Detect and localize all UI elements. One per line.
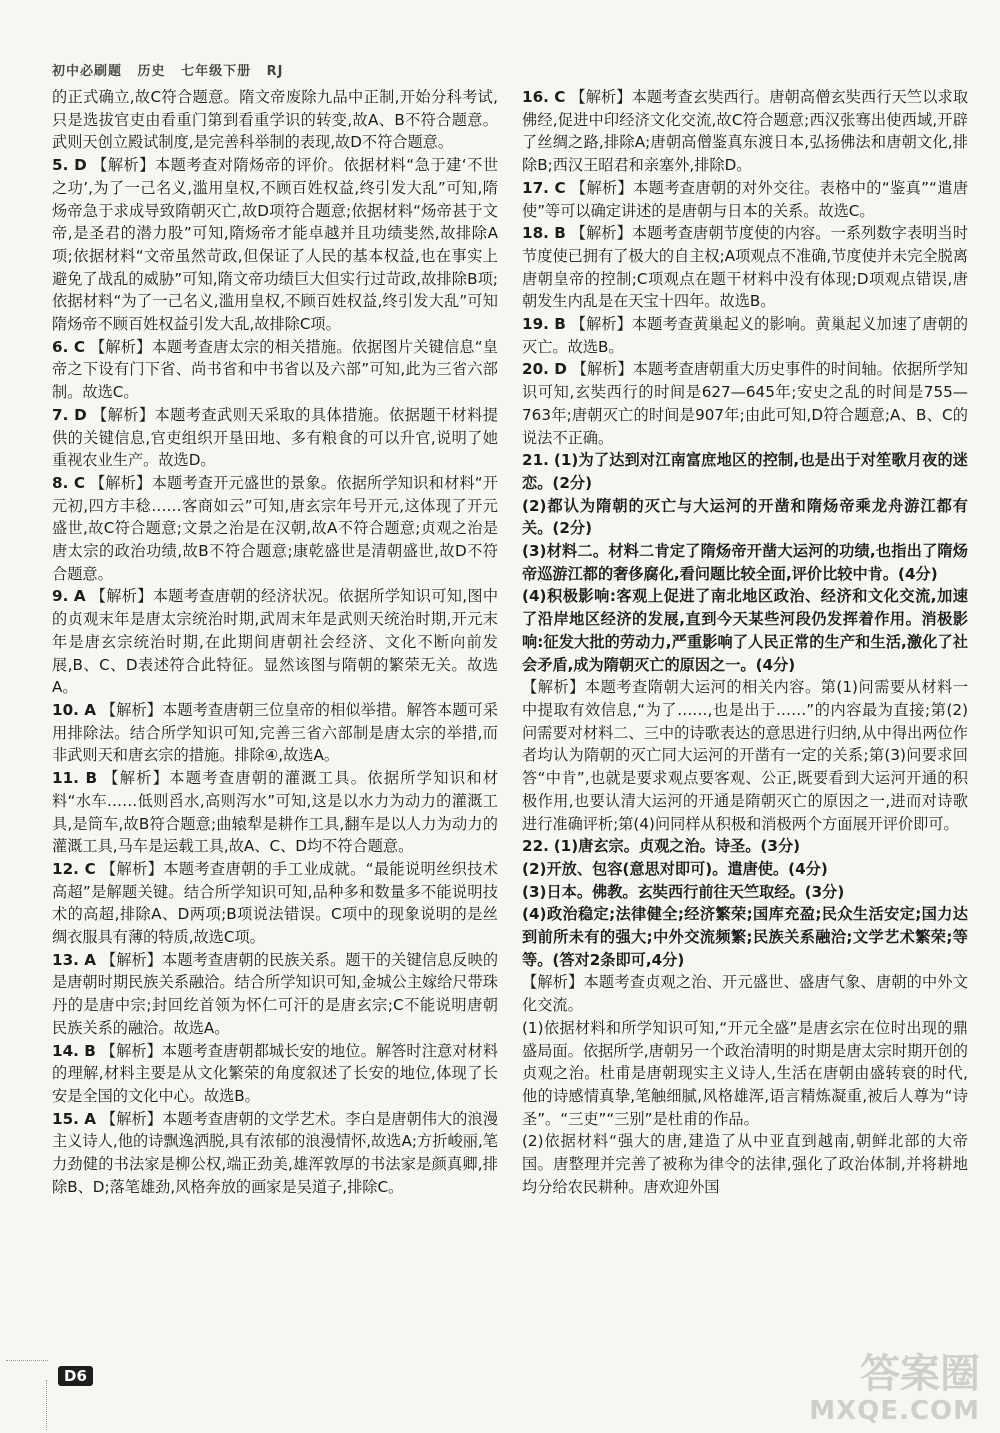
- answer-text: (4)政治稳定;法律健全;经济繁荣;国库充盈;民众生活安定;国力达到前所未有的强大;中外交流频繁;民族关系融洽;文学艺术繁荣;等等。(答对2条即可,4分): [522, 905, 968, 969]
- page-number: D6: [58, 1366, 93, 1386]
- answer-item: [52, 472, 498, 586]
- header-grade: 七年级下册: [181, 64, 252, 79]
- answer-item: [52, 767, 498, 858]
- answer-item: [52, 949, 498, 1040]
- answer-item: [522, 835, 968, 858]
- answer-item: [522, 585, 968, 676]
- right-answer-column: [522, 86, 968, 1198]
- question-number: 5. D: [52, 156, 87, 175]
- answer-item: [52, 336, 498, 404]
- question-number: 22.: [522, 837, 549, 856]
- answer-item: [52, 404, 498, 472]
- answer-text: (1)依据材料和所学知识可知,“开元全盛”是唐玄宗在位时出现的鼎盛局面。依据所学,唐朝另一个政治清明的时期是唐太宗时期开创的贞观之治。杜甫是唐朝现实主义诗人,生活在唐朝由盛转衰的时代,他的诗感情真挚,笔触细腻,风格雄浑,语言精炼凝重,被后人尊为“诗圣”。“三吏”“三别”是杜甫的作品。: [522, 1018, 968, 1128]
- answer-text: 【解析】本题考查唐朝的经济状况。依据所学知识可知,图中的贞观末年是唐太宗统治时期,武周末年是武则天统治时期,开元末年是唐玄宗统治时期,在此期间唐朝社会经济、文化不断向前发展,B、C、D表述符合此特征。显然该图与隋朝的繁荣无关。故选A。: [52, 587, 499, 697]
- margin-dotted-line-vertical: [46, 1380, 47, 1430]
- answer-text: (2)依据材料“强大的唐,建造了从中亚直到越南,朝鲜北部的大帝国。唐整理并完善了被称为律令的法律,强化了政治体制,并将耕地均分给农民耕种。唐欢迎外国: [522, 1132, 968, 1196]
- answer-text: (4)积极影响:客观上促进了南北地区政治、经济和文化交流,加速了沿岸地区经济的发展,直到今天某些河段仍发挥着作用。消极影响:征发大批的劳动力,严重影响了人民正常的生产和生活,激化了社会矛盾,成为隋朝灭亡的原因之一。(4分): [522, 587, 968, 674]
- answer-item: [52, 154, 498, 336]
- question-number: 18. B: [522, 224, 566, 243]
- question-number: 20. D: [522, 360, 567, 379]
- answer-text: 【解析】本题考查玄奘西行。唐朝高僧玄奘西行天竺以求取佛经,促进中印经济文化交流,故C符合题意;西汉张骞出使西域,开辟了丝绸之路,排除A;唐朝高僧鉴真东渡日本,弘扬佛法和唐朝文化,排除B;西汉王昭君和亲塞外,排除D。: [522, 88, 968, 175]
- answer-item: [522, 86, 968, 177]
- answer-item: [522, 1017, 968, 1131]
- answer-text: 【解析】本题考查武则天采取的具体措施。依据题干材料提供的关键信息,官吏组织开垦田地、多有粮食的可以升官,说明了她重视农业生产。故选D。: [52, 405, 499, 470]
- answer-text: 【解析】本题考查唐朝的民族关系。题干的关键信息反映的是唐朝时期民族关系融洽。结合所学知识可知,金城公主嫁给尺带珠丹的是唐中宗;封回纥首领为怀仁可汗的是唐玄宗;C不能说明唐朝民族关系的融洽。故选A。: [52, 950, 499, 1037]
- header-series: 初中必刷题: [52, 64, 123, 79]
- answer-item: [522, 676, 968, 835]
- answer-text: (3)材料二。材料二肯定了隋炀帝开凿大运河的功绩,也指出了隋炀帝巡游江都的奢侈腐化,看问题比较全面,评价比较中肯。(4分): [522, 542, 968, 583]
- answer-text: (2)都认为隋朝的灭亡与大运河的开凿和隋炀帝乘龙舟游江都有关。(2分): [522, 496, 968, 538]
- header-edition: RJ: [266, 64, 284, 79]
- question-number: 21.: [522, 451, 549, 470]
- question-number: 11. B: [52, 769, 98, 788]
- answer-item: [522, 971, 968, 1016]
- question-number: 8. C: [52, 473, 85, 492]
- question-number: 15. A: [52, 1109, 97, 1128]
- header-subject: 历史: [137, 64, 166, 79]
- answer-text: 【解析】本题考查隋朝大运河的相关内容。第(1)问需要从材料一中提取有效信息,“为了……,也是出于……”的内容最为直接;第(2)问需要对材料二、三中的诗歌表达的意思进行归纳,从中得出两位作者均认为隋朝的灭亡同大运河的开凿有一定的关系;第(3)问要求回答“中肯”,也就是要求观点要客观、公正,既要看到大运河开通的积极作用,也要认清大运河的开通是隋朝灭亡的原因之一,进而对诗歌进行准确评析;第(4)问同样从积极和消极两个方面展开评价即可。: [522, 678, 968, 833]
- answer-text: 【解析】本题考查贞观之治、开元盛世、盛唐气象、唐朝的中外文化交流。: [522, 973, 968, 1015]
- answer-text: 【解析】本题考查唐朝重大历史事件的时间轴。依据所学知识可知,玄奘西行的时间是627—645年;安史之乱的时间是755—763年;唐朝灭亡的时间是907年;由此可知,D符合题意;A、B、C的说法不正确。: [522, 360, 968, 447]
- question-number: 17. C: [522, 178, 566, 197]
- answer-item: [522, 903, 968, 971]
- question-number: 19. B: [522, 315, 566, 334]
- question-number: 13. A: [52, 950, 97, 969]
- answer-item: [52, 858, 498, 949]
- answer-text: 【解析】本题考查唐朝节度使的内容。一系列数字表明当时节度使已拥有了极大的自主权;A项观点不准确,节度使并未完全脱离唐朝皇帝的控制;C项观点在题干材料中没有体现;D项观点错误,唐朝发生内乱是在天宝十四年。故选B。: [522, 224, 969, 311]
- answer-text: (1)为了达到对江南富庶地区的控制,也是出于对笙歌月夜的迷恋。(2分): [522, 451, 968, 492]
- left-answer-column: [52, 86, 498, 1198]
- answer-item: [52, 1108, 498, 1199]
- question-number: 12. C: [52, 859, 96, 878]
- answer-item: [522, 222, 968, 313]
- answer-text: 【解析】本题考查唐朝的灌溉工具。依据所学知识和材料“水车……低则舀水,高则泻水”可知,这是以水力为动力的灌溉工具,是筒车,故B符合题意;曲辕犁是耕作工具,翻车是以人力为动力的灌溉工具,马车是运载工具,故A、C、D均不符合题意。: [52, 769, 499, 856]
- answer-text: 【解析】本题考查对隋炀帝的评价。依据材料“急于建‘不世之功’,为了一己名义,滥用皇权,不顾百姓权益,终引发大乱”可知,隋炀帝急于求成导致隋朝灭亡,故D项符合题意;依据材料“炀帝甚于文帝,是圣君的潜力股”可知,隋炀帝才能卓越并且功绩斐然,故排除A项;依据材料“文帝虽然苛政,但保证了人民的基本权益,也在事实上避免了战乱的威胁”可知,隋文帝功绩巨大但实行过苛政,故排除B项;依据材料“为了一己名义,滥用皇权,不顾百姓权益,终引发大乱”可知隋炀帝不顾百姓权益引发大乱,故排除C项。: [52, 156, 499, 334]
- answer-text: 【解析】本题考查唐太宗的相关措施。依据图片关键信息“皇帝之下设有门下省、尚书省和中书省以及六部”可知,此为三省六部制。故选C。: [52, 337, 498, 402]
- answer-text: 【解析】本题考查黄巢起义的影响。黄巢起义加速了唐朝的灭亡。故选B。: [522, 315, 969, 356]
- answer-text: (2)开放、包容(意思对即可)。遣唐使。(4分): [522, 859, 828, 878]
- question-number: 10. A: [52, 700, 97, 719]
- answer-item: [522, 1130, 968, 1198]
- answer-item: [52, 1040, 498, 1108]
- answer-item: [52, 86, 498, 154]
- question-number: 6. C: [52, 337, 85, 356]
- answer-item: [522, 177, 968, 222]
- answer-item: [52, 585, 498, 699]
- question-number: 9. A: [52, 587, 86, 606]
- answer-item: [522, 881, 968, 904]
- question-number: 14. B: [52, 1041, 96, 1060]
- answer-text: 【解析】本题考查唐朝的对外交往。表格中的“鉴真”“遣唐使”等可以确定讲述的是唐朝与日本的关系。故选C。: [522, 178, 969, 220]
- answer-text: 的正式确立,故C符合题意。隋文帝废除九品中正制,开始分科考试,只是选拔官吏由看重门第到看重学识的转变,故A、B不符合题意。武则天创立殿试制度,是完善科举制的表现,故D不符合题意。: [52, 88, 498, 152]
- question-number: 16. C: [522, 88, 566, 106]
- answer-item: [522, 495, 968, 540]
- watermark: [809, 1352, 980, 1426]
- watermark-text: 答案圈: [860, 1351, 980, 1397]
- watermark-url: MXQE.COM: [809, 1396, 980, 1426]
- answer-item: [522, 313, 968, 358]
- answer-item: [522, 449, 968, 494]
- answer-text: 【解析】本题考查唐朝都城长安的地位。解答时注意对材料的理解,材料主要是从文化繁荣的角度叙述了长安的地位,体现了长安是全国的文化中心。故选B。: [52, 1041, 499, 1105]
- answer-item: [522, 858, 968, 881]
- answer-item: [522, 540, 968, 585]
- answer-text: 【解析】本题考查唐朝的手工业成就。“最能说明丝织技术高超”是解题关键。结合所学知识可知,品种多和数量多不能说明技术的高超,排除A、D两项;B项说法错误。C项中的现象说明的是丝绸衣服具有薄的特质,故选C项。: [52, 859, 498, 947]
- answer-item: [522, 358, 968, 449]
- margin-dotted-line: [6, 1360, 48, 1361]
- answer-item: [52, 699, 498, 767]
- answer-text: (1)唐玄宗。贞观之治。诗圣。(3分): [553, 837, 801, 856]
- answer-text: 【解析】本题考查开元盛世的景象。依据所学知识和材料“开元初,四方丰稔……客商如云”可知,唐玄宗年号开元,这体现了开元盛世,故C符合题意;文景之治是在汉朝,故A不符合题意;贞观之治是唐太宗的政治功绩,故B不符合题意;康乾盛世是清朝盛世,故D不符合题意。: [52, 473, 498, 583]
- answer-text: (3)日本。佛教。玄奘西行前往天竺取经。(3分): [522, 882, 845, 901]
- question-number: 7. D: [52, 405, 87, 424]
- page-header: [52, 60, 294, 79]
- answer-text: 【解析】本题考查唐朝三位皇帝的相似举措。解答本题可采用排除法。结合所学知识可知,完善三省六部制是唐太宗的举措,而非武则天和唐玄宗的措施。排除④,故选A。: [52, 700, 499, 765]
- answer-text: 【解析】本题考查唐朝的文学艺术。李白是唐朝伟大的浪漫主义诗人,他的诗飘逸洒脱,具有浓郁的浪漫情怀,故选A;方折峻丽,笔力劲健的书法家是柳公权,端正劲美,雄浑敦厚的书法家是颜真卿,排除B、D;落笔雄劲,风格奔放的画家是吴道子,排除C。: [52, 1109, 499, 1196]
